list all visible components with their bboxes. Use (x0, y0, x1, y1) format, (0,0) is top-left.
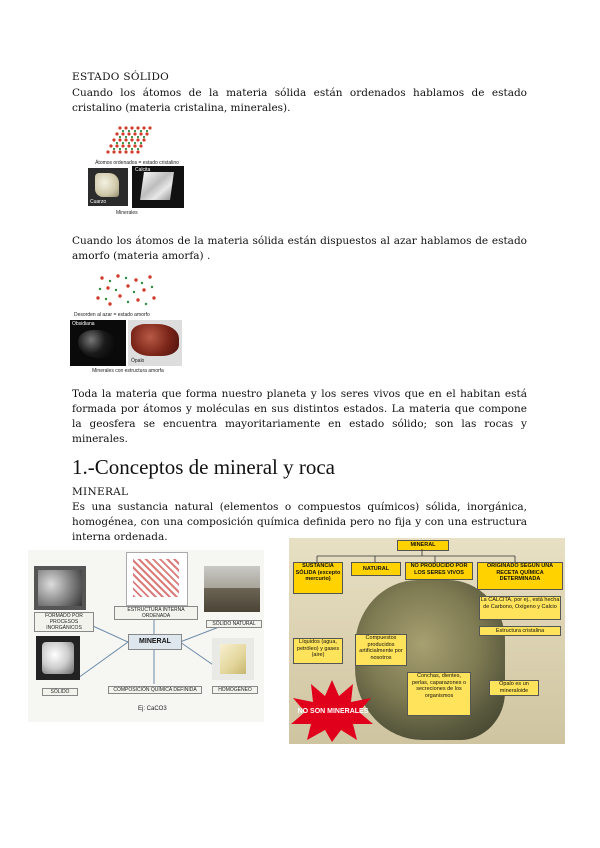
caption-random-atoms: Desorden al azar = estado amorfo (74, 312, 150, 318)
section-heading-conceptos: 1.-Conceptos de mineral y roca (72, 455, 335, 479)
opal-photo (128, 320, 182, 366)
node-ordered-structure: ESTRUCTURA INTERNA ORDENADA (114, 606, 198, 620)
note-liquids-gases: Líquidos (agua, petróleo) y gases (aire) (293, 638, 343, 664)
formula-example: Ej: CaCO3 (138, 706, 167, 712)
figure-amorphous-state (70, 272, 182, 376)
note-crystal-structure: Estructura cristalina (479, 626, 561, 636)
amorphous-minerals-label: Minerales con estructura amorfa (92, 368, 164, 374)
figure-crystalline-state (80, 124, 192, 216)
paragraph-materia-planeta: Toda la materia que forma nuestro planeta y los seres vivos que en el habitan está formada por átomos y moléculas en sus distintos estados. La materia que compone la geosfera se encuentra mayoritariamente en estado sólido; son las rocas y minerales. (72, 388, 527, 445)
box-not-living: NO PRODUCIDO POR LOS SERES VIVOS (405, 562, 473, 580)
note-artificial: Compuestos producidos artificialmente por nosotros (355, 634, 407, 666)
mineral-definition-diagram (289, 538, 565, 744)
quartz-photo (88, 168, 128, 206)
paragraph-amorfo: Cuando los átomos de la materia sólida están dispuestos al azar hablamos de estado amorfo (materia amorfa) . (72, 235, 527, 262)
note-opal: Ópalo es un mineraloide (489, 680, 539, 696)
mineral-concept-map (28, 550, 264, 722)
quartz-thumbnail (36, 636, 80, 680)
box-solid-substance: SUSTANCIA SÓLIDA (excepto mercurio) (293, 562, 343, 594)
calcite-thumbnail (212, 638, 254, 680)
lattice-thumbnail (126, 552, 188, 606)
crystal-lattice-illustration (80, 124, 192, 164)
not-minerals-label: NO SON MINERALES (297, 708, 369, 715)
node-chemical-composition: COMPOSICIÓN QUÍMICA DEFINIDA (108, 686, 202, 694)
crystal-cluster-thumbnail (34, 566, 86, 610)
subheading-mineral: MINERAL (72, 486, 129, 498)
obsidian-label: Obsidiana (72, 321, 95, 327)
box-natural: NATURAL (351, 562, 401, 576)
note-calcite: La CALCITA, por ej., está hecha de Carbono, Oxígeno y Calcio (479, 596, 561, 620)
landscape-thumbnail (204, 566, 260, 612)
quartz-label: Cuarzo (90, 199, 107, 205)
paragraph-cristalino: Cuando los átomos de la materia sólida están ordenados hablamos de estado cristalino (materia cristalina, minerales). (72, 87, 527, 114)
paragraph-mineral-definition: Es una sustancia natural (elementos o compuestos químicos) sólida, inorgánica, homogénea, con una composición química definida pero no fija y con una estructura interna ordenada. (72, 501, 527, 543)
node-inorganic-processes: FORMADO POR PROCESOS INORGÁNICOS (34, 612, 94, 632)
section-heading-estado-solido: ESTADO SÓLIDO (72, 71, 170, 83)
node-solid: SÓLIDO (42, 688, 78, 696)
node-homogeneous: HOMOGÉNEO (212, 686, 258, 694)
node-mineral-center: MINERAL (128, 634, 182, 650)
caption-ordered-atoms: Átomos ordenados = estado cristalino (95, 160, 179, 166)
amorphous-atoms-illustration (70, 272, 182, 312)
minerals-label: Minerales (116, 210, 138, 216)
note-organic: Conchas, dientes, perlas, caparazones o secreciones de los organismos (407, 672, 471, 716)
calcite-photo (132, 166, 184, 208)
box-chemical-recipe: ORIGINADO SEGÚN UNA RECETA QUÍMICA DETERMINADA (477, 562, 563, 590)
opal-label: Ópalo (131, 358, 145, 364)
node-natural-solid: SÓLIDO NATURAL (206, 620, 262, 628)
calcite-label: Calcita (135, 167, 151, 173)
diagram-title-mineral: MINERAL (397, 540, 449, 551)
obsidian-photo (70, 320, 126, 366)
